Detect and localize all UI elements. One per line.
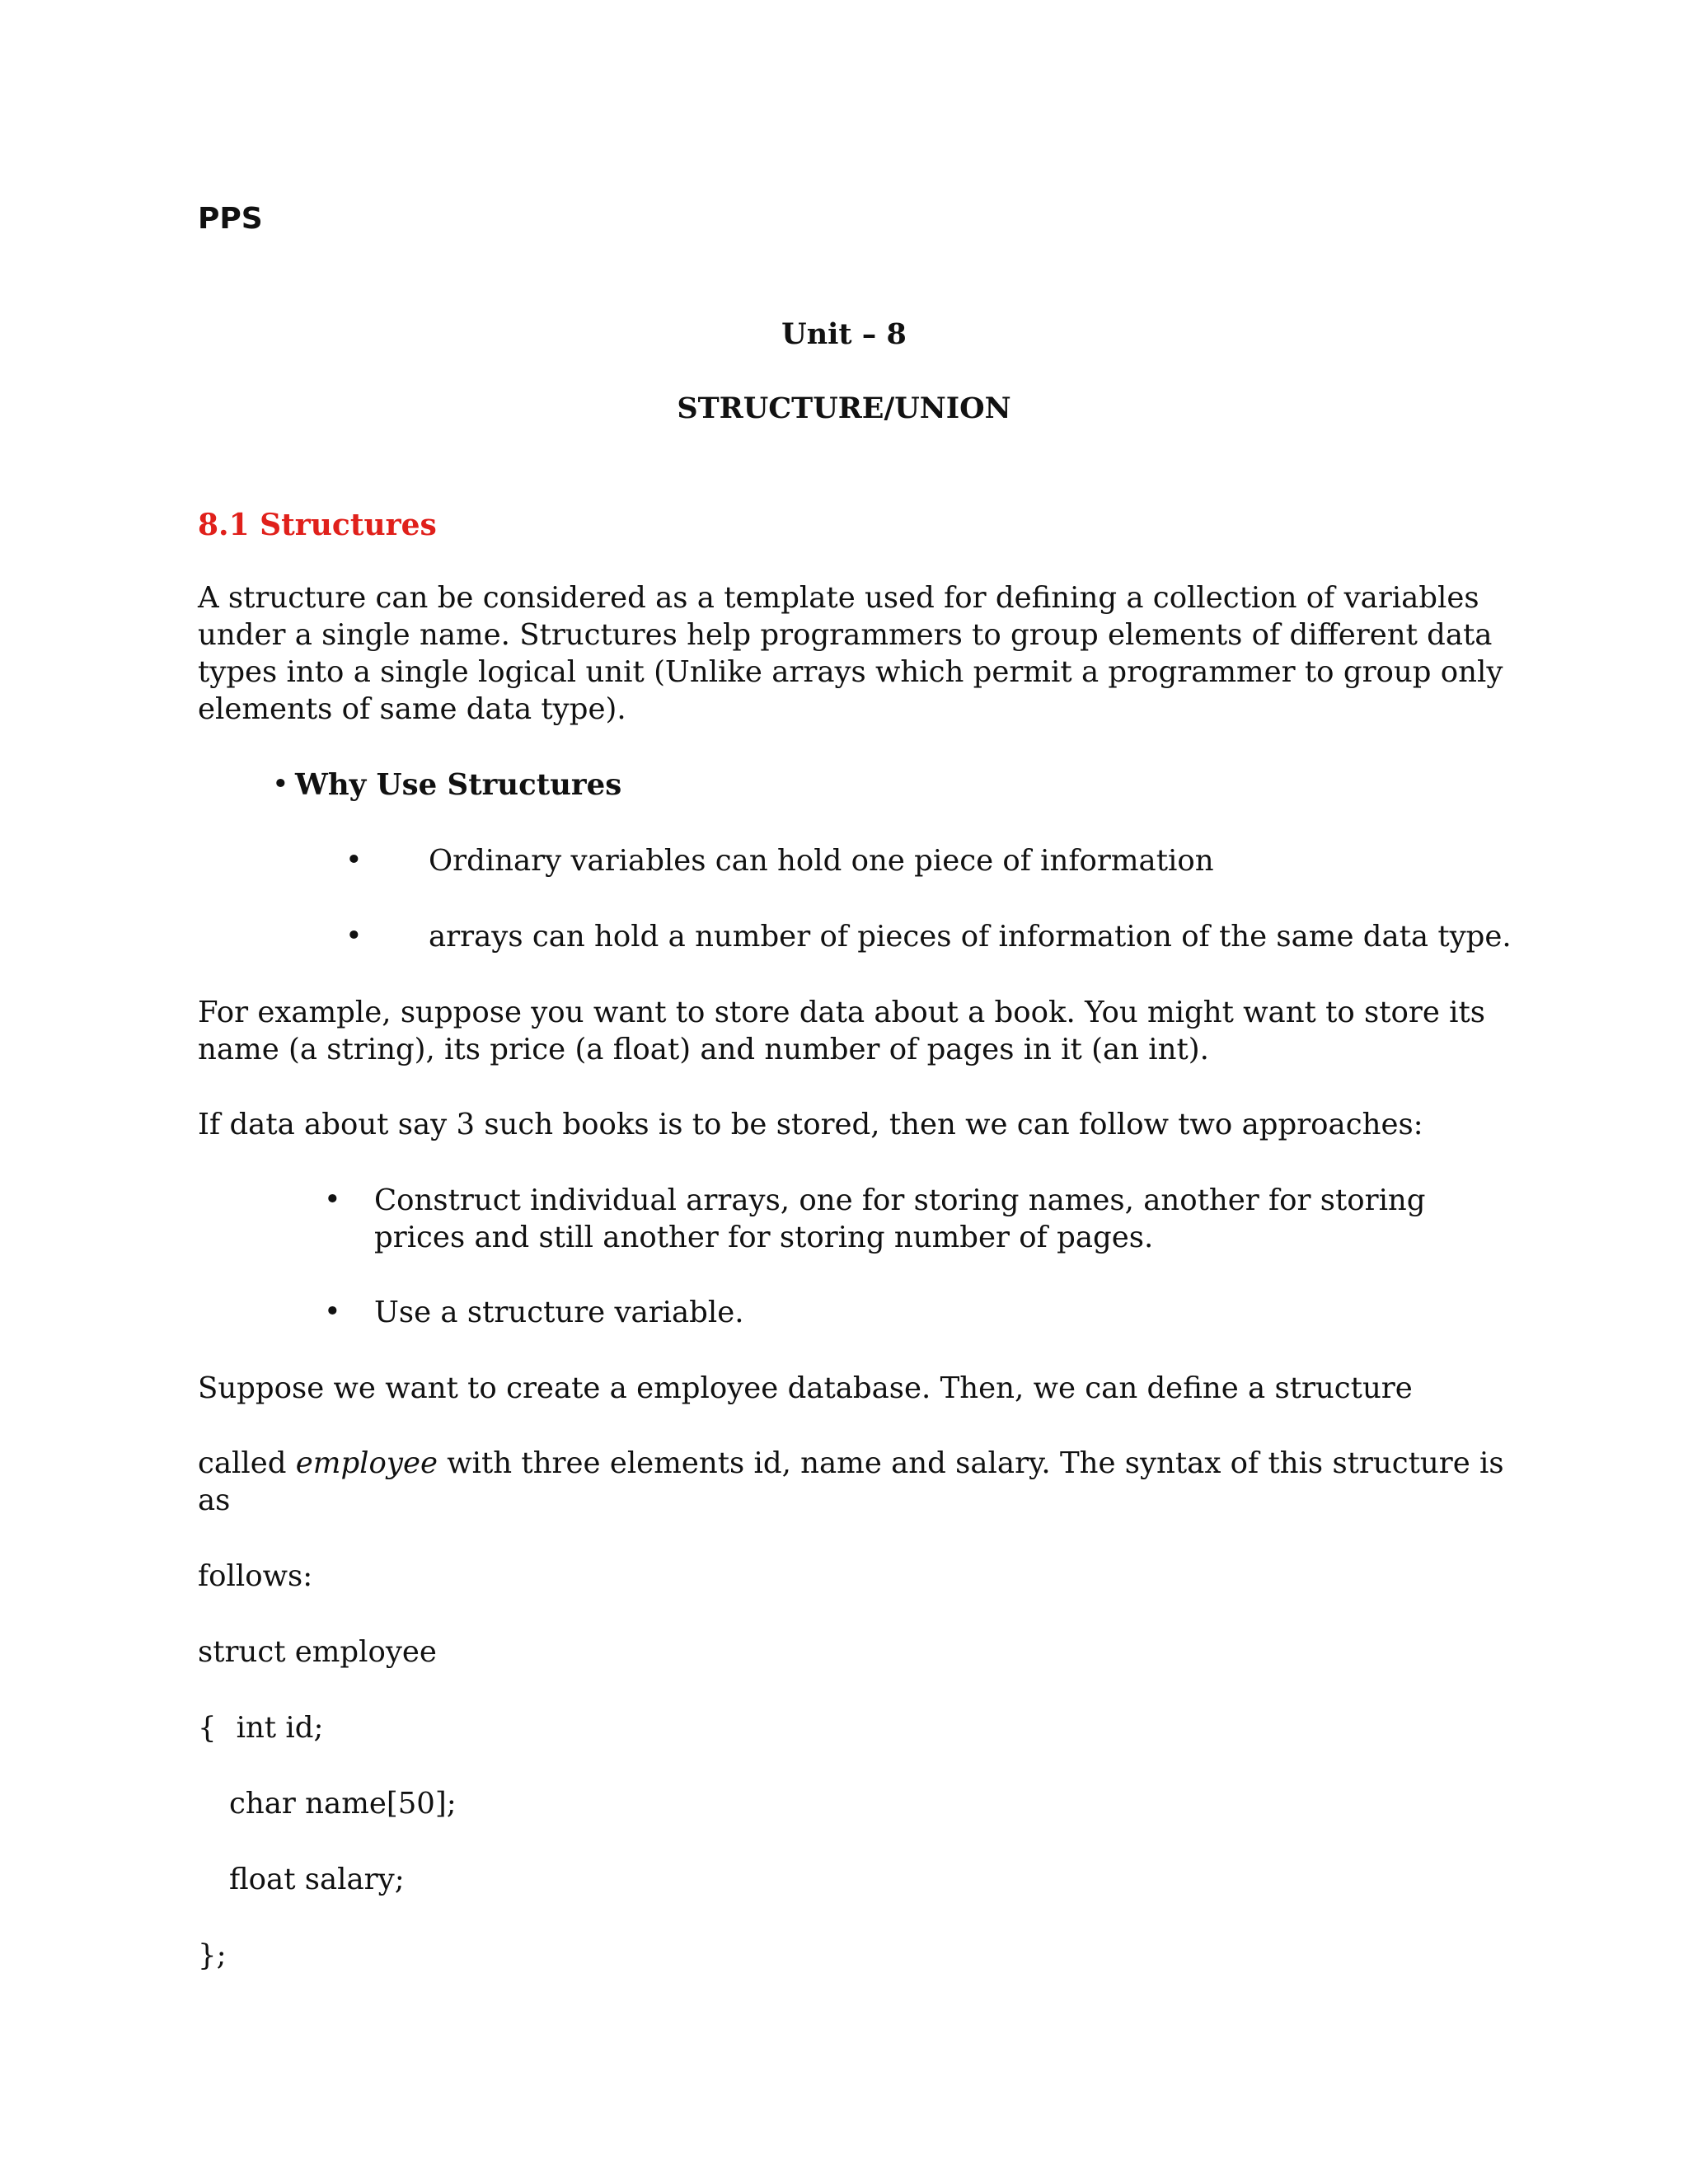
employee-follows-line: follows:: [198, 1559, 313, 1593]
intro-line: A structure can be considered as a template used for defining a collection of variables: [198, 581, 1479, 615]
bullet-marker: •: [324, 1296, 341, 1329]
why-item: Ordinary variables can hold one piece of information: [429, 844, 1214, 878]
employee-text: called: [198, 1446, 296, 1480]
why-item: arrays can hold a number of pieces of information of the same data type.: [429, 920, 1512, 954]
code-line: float salary;: [229, 1863, 405, 1896]
bullet-marker: •: [345, 844, 363, 877]
example-paragraph: [198, 994, 1485, 1068]
employee-emphasis: employee: [295, 1446, 438, 1480]
document-header: PPS: [198, 202, 263, 236]
intro-line: types into a single logical unit (Unlike arrays which permit a programmer to group only: [198, 655, 1503, 689]
why-use-structures-heading: Why Use Structures: [295, 768, 622, 802]
code-brace: {: [198, 1711, 217, 1745]
employee-line: as: [198, 1483, 231, 1517]
approach-line: Construct individual arrays, one for storing names, another for storing: [374, 1183, 1426, 1217]
intro-line: under a single name. Structures help programmers to group elements of different data: [198, 618, 1493, 652]
employee-intro-line: Suppose we want to create a employee database. Then, we can define a structure: [198, 1371, 1413, 1405]
bullet-marker: •: [272, 768, 289, 801]
topic-title: STRUCTURE/UNION: [677, 391, 1011, 425]
employee-text: with three elements id, name and salary. The syntax of this structure is: [437, 1446, 1504, 1480]
example-line: name (a string), its price (a float) and number of pages in it (an int).: [198, 1033, 1209, 1066]
approach-line: prices and still another for storing number of pages.: [374, 1221, 1154, 1254]
unit-title: Unit – 8: [781, 317, 907, 351]
employee-definition: [198, 1445, 1504, 1519]
bullet-marker: •: [345, 920, 363, 953]
code-text: int id;: [236, 1711, 324, 1745]
code-line: char name[50];: [229, 1787, 457, 1821]
intro-line: elements of same data type).: [198, 692, 626, 726]
section-heading: 8.1 Structures: [198, 508, 437, 542]
approach-item: Use a structure variable.: [374, 1296, 744, 1329]
approaches-intro: If data about say 3 such books is to be stored, then we can follow two approaches:: [198, 1108, 1423, 1141]
intro-paragraph: [198, 579, 1503, 728]
employee-line: [198, 1445, 1504, 1482]
example-line: For example, suppose you want to store data about a book. You might want to store its: [198, 996, 1485, 1029]
code-line: [198, 1709, 323, 1746]
code-line: };: [198, 1938, 227, 1972]
code-line: struct employee: [198, 1635, 437, 1669]
bullet-marker: •: [324, 1183, 341, 1216]
approach-item: [374, 1182, 1426, 1256]
